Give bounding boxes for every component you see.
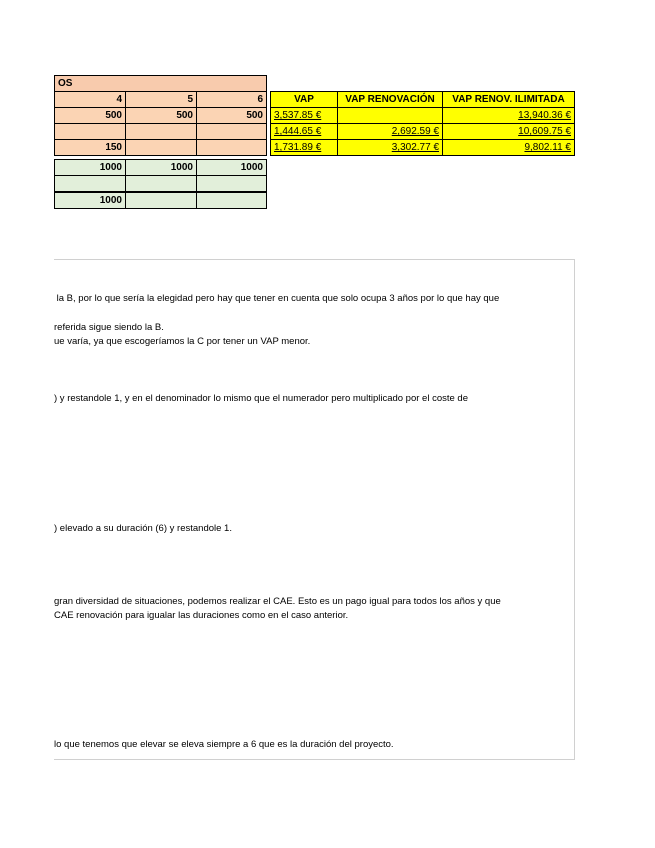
table-cell: 1000 [54,159,126,176]
col-header-5: 5 [125,91,197,108]
vap-cell [337,107,443,124]
text-line: la B, por lo que sería la elegidad pero hay que tener en cuenta que solo ocupa 3 años por lo que hay que [54,293,500,304]
table-cell [125,139,197,156]
table-cell: 500 [54,107,126,124]
vap-cell: 3,302.77 € [337,139,443,156]
table-cell [54,123,126,140]
vap-cell: 10,609.75 € [442,123,575,140]
table-cell [196,139,267,156]
vap-cell: 3,537.85 € [270,107,338,124]
table-cell [196,192,267,209]
text-line: ue varía, ya que escogeríamos la C por tener un VAP menor. [54,336,311,347]
table-cell: 500 [196,107,267,124]
vap-cell: 2,692.59 € [337,123,443,140]
table-cell [196,175,267,192]
table-cell [125,175,197,192]
text-line: ) elevado a su duración (6) y restandole 1. [54,523,232,534]
col-header-4: 4 [54,91,126,108]
table-cell [125,192,197,209]
text-line: CAE renovación para igualar las duraciones como en el caso anterior. [54,610,349,621]
text-line: gran diversidad de situaciones, podemos realizar el CAE. Esto es un pago igual para todos los años y que [54,596,501,607]
text-line: referida sigue siendo la B. [54,322,164,333]
vap-cell: 13,940.36 € [442,107,575,124]
vap-header: VAP [270,91,338,108]
vap-cell: 9,802.11 € [442,139,575,156]
table-cell [196,123,267,140]
vap-renov-ilimitada-header: VAP RENOV. ILIMITADA [442,91,575,108]
table-title: OS [54,75,267,92]
text-line: lo que tenemos que elevar se eleva siempre a 6 que es la duración del proyecto. [54,739,394,750]
text-line: ) y restandole 1, y en el denominador lo mismo que el numerador pero multiplicado por el coste de [54,393,469,404]
vap-cell: 1,444.65 € [270,123,338,140]
table-cell: 500 [125,107,197,124]
table-cell: 1000 [196,159,267,176]
table-cell: 150 [54,139,126,156]
table-cell: 1000 [125,159,197,176]
table-cell [125,123,197,140]
table-cell [54,175,126,192]
vap-cell: 1,731.89 € [270,139,338,156]
explanation-textbox [54,259,575,760]
col-header-6: 6 [196,91,267,108]
vap-renovacion-header: VAP RENOVACIÓN [337,91,443,108]
table-cell: 1000 [54,192,126,209]
